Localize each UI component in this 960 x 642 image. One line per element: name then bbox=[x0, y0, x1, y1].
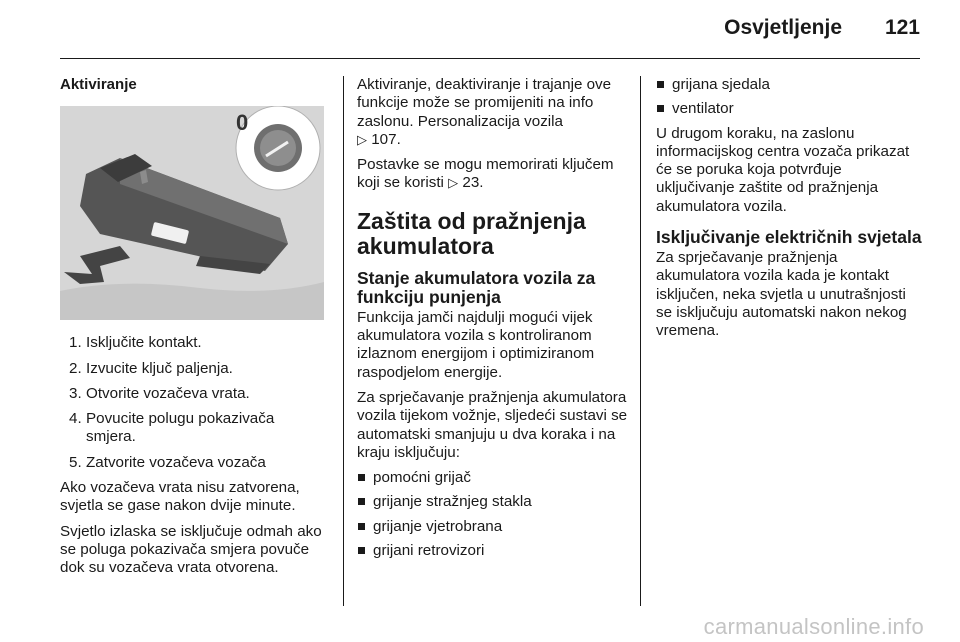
bullet-square-icon bbox=[358, 547, 365, 554]
paragraph: Ako vozačeva vrata nisu zatvorena, svjetla se gase nakon dvije minute. bbox=[60, 479, 300, 515]
column-divider bbox=[640, 76, 641, 606]
bullet-square-icon bbox=[358, 474, 365, 481]
section-heading: Zaštita od pražnjenja akumulatora bbox=[357, 207, 586, 259]
page-number: 121 bbox=[884, 16, 920, 39]
list-item: 2. Izvucite ključ paljenja. bbox=[69, 359, 233, 377]
page-reference[interactable]: 107. bbox=[371, 130, 401, 148]
subsection-heading: Stanje akumulatora vozila za funkciju punjenja bbox=[357, 267, 596, 307]
paragraph: Funkcija jamči najdulji mogući vijek akumulatora vozila s kontroliranom izlaznom energijom i optimiziranom raspodjelom energije. bbox=[357, 308, 595, 381]
column-1 bbox=[60, 76, 328, 585]
bullet-list bbox=[656, 76, 924, 119]
switch-position-label: 0 bbox=[236, 110, 249, 136]
paragraph: Za sprječavanje pražnjenja akumulatora vozila tijekom vožnje, sljedeći sustavi se automatski smanjuju u dva koraka i na kraju isključuju: bbox=[357, 388, 628, 461]
list-item: 4. Povucite polugu pokazivača smjera. bbox=[69, 410, 275, 446]
list-item: ventilator bbox=[656, 100, 924, 118]
watermark: carmanualsonline.info bbox=[703, 614, 924, 639]
paragraph: U drugom koraku, na zaslonu informacijskog centra vozača prikazat će se poruka koja potvrđuje uključivanje zaštite od pražnjenja akumulatora vozila. bbox=[656, 124, 910, 215]
page-header-title: Osvjetljenje bbox=[724, 16, 842, 39]
list-item: grijanje stražnjeg stakla bbox=[357, 493, 629, 511]
list-item: grijana sjedala bbox=[656, 76, 924, 94]
list-item: 5. Zatvorite vozačeva vozača bbox=[69, 453, 266, 471]
list-item: grijani retrovizori bbox=[357, 542, 629, 560]
paragraph: Za sprječavanje pražnjenja akumulatora vozila kada je kontakt isključen, neka svjetla u unutrašnjosti se isključuju automatski nakon nekog vremena. bbox=[656, 249, 907, 340]
bullet-list bbox=[357, 469, 629, 560]
bullet-square-icon bbox=[657, 105, 664, 112]
bullet-square-icon bbox=[358, 498, 365, 505]
section-label: Aktiviranje bbox=[60, 76, 137, 93]
paragraph: Postavke se mogu memorirati ključem koji se koristi ▷ 23. bbox=[357, 156, 614, 192]
page-reference[interactable]: 23. bbox=[462, 174, 484, 192]
lever-illustration bbox=[60, 106, 324, 320]
bullet-square-icon bbox=[358, 523, 365, 530]
list-item: pomoćni grijač bbox=[357, 469, 629, 487]
column-divider bbox=[343, 76, 344, 606]
paragraph: Aktiviranje, deaktiviranje i trajanje ove funkcije može se promijeniti na info zaslonu. Personalizacija vozila ▷ 107. bbox=[357, 76, 612, 148]
page-reference-icon: ▷ bbox=[357, 131, 367, 147]
list-item: grijanje vjetrobrana bbox=[357, 518, 629, 536]
step-list bbox=[60, 334, 328, 472]
page-reference-icon: ▷ bbox=[448, 175, 459, 191]
section-heading: Isključivanje električnih svjetala bbox=[656, 227, 922, 248]
bullet-square-icon bbox=[657, 81, 664, 88]
list-item: 1. Isključite kontakt. bbox=[69, 334, 202, 352]
column-3 bbox=[656, 76, 924, 348]
list-item: 3. Otvorite vozačeva vrata. bbox=[69, 384, 250, 402]
header-rule bbox=[60, 58, 920, 59]
column-2 bbox=[357, 76, 629, 566]
paragraph: Svjetlo izlaska se isključuje odmah ako se poluga pokazivača smjera povuče dok su vozačeva vrata otvorena. bbox=[60, 522, 322, 577]
